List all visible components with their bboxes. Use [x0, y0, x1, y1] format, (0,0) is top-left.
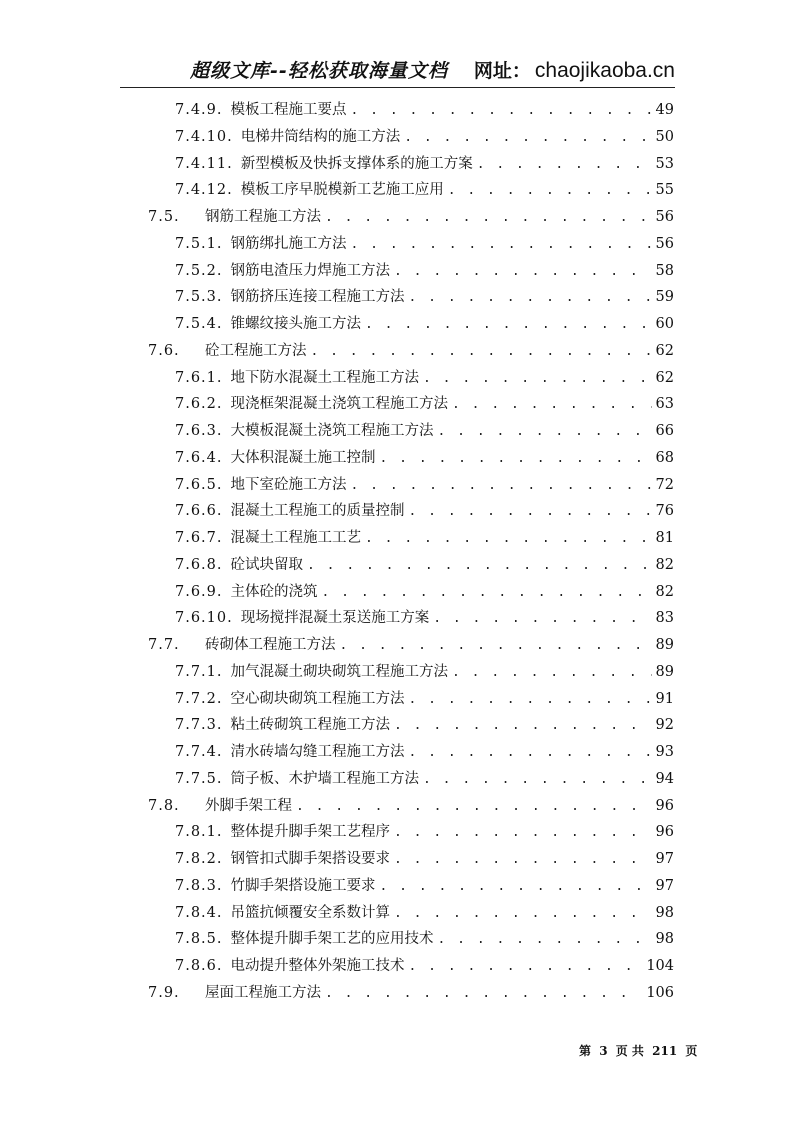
toc-entry-page: 50 [655, 128, 674, 145]
toc-leader-dots [325, 981, 642, 1007]
toc-entry[interactable] [175, 739, 674, 765]
toc-entry[interactable] [175, 712, 674, 738]
toc-entry[interactable] [175, 177, 674, 203]
toc-entry-page: 63 [655, 396, 674, 413]
toc-leader-dots [409, 285, 652, 311]
toc-leader-dots [448, 178, 652, 204]
toc-entry[interactable] [175, 445, 674, 471]
toc-entry-number: 7.5. [148, 209, 180, 225]
toc-entry-page: 97 [655, 877, 674, 894]
toc-entry-number: 7.6.9. [175, 583, 223, 600]
toc-entry[interactable] [175, 525, 674, 551]
url-label: 网址： [473, 60, 531, 82]
toc-entry-title: 吊篮抗倾覆安全系数计算 [230, 904, 391, 921]
page-footer [577, 1042, 699, 1059]
toc-entry-title: 屋面工程施工方法 [205, 984, 321, 1001]
toc-entry-title: 混凝土工程施工的质量控制 [230, 503, 405, 520]
toc-entry-number: 7.8.5. [175, 931, 223, 948]
toc-entry[interactable] [175, 686, 674, 712]
footer-current-page: 3 [599, 1044, 608, 1058]
toc-entry-page: 59 [655, 289, 674, 306]
toc-entry-number: 7.6.2. [175, 396, 223, 413]
toc-entry-title: 模板工序早脱模新工艺施工应用 [240, 182, 444, 199]
toc-entry-number: 7.8.3. [175, 877, 223, 894]
toc-leader-dots [438, 927, 652, 953]
toc-entry-title: 筒子板、木护墙工程施工方法 [230, 770, 420, 787]
toc-entry-number: 7.8. [148, 797, 180, 814]
toc-entry-page: 89 [655, 637, 674, 653]
toc-leader-dots [394, 901, 652, 927]
toc-entry-title: 加气混凝土砌块砌筑工程施工方法 [230, 663, 449, 680]
toc-entry-title: 现场搅拌混凝土泵送施工方案 [240, 610, 430, 627]
toc-entry-title: 电动提升整体外架施工技术 [230, 958, 405, 974]
toc-entry-title: 整体提升脚手架工艺的应用技术 [230, 931, 434, 948]
toc-entry-page: 72 [655, 476, 674, 493]
toc-entry-number: 7.7.1. [175, 663, 223, 680]
toc-entry-page: 55 [655, 182, 674, 199]
toc-entry-title: 外脚手架工程 [205, 797, 292, 814]
toc-entry-number: 7.8.6. [175, 958, 223, 974]
toc-entry-title: 砼工程施工方法 [205, 342, 307, 359]
toc-entry[interactable] [175, 151, 674, 177]
toc-leader-dots [409, 687, 652, 713]
toc-entry-number: 7.4.9. [175, 102, 223, 118]
toc-entry-number: 7.4.10. [175, 128, 233, 145]
toc-entry-title: 钢筋工程施工方法 [205, 209, 321, 225]
toc-entry[interactable] [175, 766, 674, 792]
toc-entry[interactable] [175, 819, 674, 845]
toc-entry-number: 7.6.8. [175, 556, 223, 573]
toc-entry-page: 98 [655, 904, 674, 921]
toc-entry-title: 钢管扣式脚手架搭设要求 [230, 851, 391, 867]
toc-entry[interactable] [175, 873, 674, 899]
toc-entry-page: 81 [655, 530, 674, 546]
toc-entry-title: 混凝土工程施工工艺 [230, 530, 362, 546]
page-header [120, 52, 675, 88]
toc-leader-dots [394, 820, 652, 846]
toc-entry[interactable] [175, 552, 674, 578]
toc-entry[interactable] [175, 659, 674, 685]
toc-entry-number: 7.5.3. [175, 289, 223, 306]
toc-entry[interactable] [148, 632, 674, 658]
toc-entry-number: 7.8.4. [175, 904, 223, 921]
toc-entry-number: 7.6.6. [175, 503, 223, 520]
toc-leader-dots [452, 660, 652, 686]
toc-leader-dots [351, 473, 652, 499]
toc-entry-title: 钢筋挤压连接工程施工方法 [230, 289, 405, 306]
toc-entry-number: 7.7.2. [175, 690, 223, 707]
toc-entry-title: 清水砖墙勾缝工程施工方法 [230, 744, 405, 760]
toc-entry-title: 钢筋绑扎施工方法 [230, 235, 347, 252]
toc-entry-title: 粘土砖砌筑工程施工方法 [230, 717, 391, 734]
toc-leader-dots [394, 713, 652, 739]
toc-entry-title: 竹脚手架搭设施工要求 [230, 877, 376, 894]
toc-entry-number: 7.6. [148, 342, 180, 359]
toc-entry-title: 模板工程施工要点 [230, 102, 347, 118]
toc-entry[interactable] [175, 365, 674, 391]
toc-entry-title: 大模板混凝土浇筑工程施工方法 [230, 423, 434, 439]
toc-leader-dots [423, 366, 652, 392]
toc-entry[interactable] [175, 846, 674, 872]
toc-entry-number: 7.6.3. [175, 423, 223, 439]
toc-entry[interactable] [175, 311, 674, 337]
toc-entry[interactable] [175, 498, 674, 524]
toc-entry[interactable] [148, 204, 674, 230]
toc-entry-number: 7.5.1. [175, 235, 223, 252]
toc-entry-page: 89 [655, 663, 674, 680]
toc-entry-title: 砖砌体工程施工方法 [205, 637, 336, 653]
toc-entry-page: 60 [655, 316, 674, 332]
toc-entry-number: 7.8.2. [175, 851, 223, 867]
toc-entry-number: 7.6.5. [175, 476, 223, 493]
toc-entry-number: 7.8.1. [175, 824, 223, 841]
toc-entry[interactable] [148, 338, 674, 364]
toc-leader-dots [351, 98, 652, 124]
toc-entry-number: 7.6.4. [175, 449, 223, 466]
toc-leader-dots [322, 580, 652, 606]
toc-entry[interactable] [175, 953, 674, 979]
toc-leader-dots [365, 526, 652, 552]
toc-entry-title: 砼试块留取 [230, 556, 304, 573]
toc-leader-dots [438, 419, 652, 445]
toc-entry-page: 91 [655, 690, 674, 707]
toc-entry[interactable] [148, 980, 674, 1006]
toc-entry-number: 7.7. [148, 637, 180, 653]
toc-entry-title: 整体提升脚手架工艺程序 [230, 824, 391, 841]
toc-entry-page: 82 [655, 583, 674, 600]
toc-leader-dots [380, 446, 652, 472]
toc-entry-page: 104 [646, 958, 674, 974]
toc-entry-page: 83 [655, 610, 674, 627]
toc-leader-dots [311, 339, 652, 365]
toc-entry[interactable] [175, 900, 674, 926]
site-url[interactable]: chaojikaoba.cn [534, 59, 675, 82]
toc-leader-dots [409, 954, 643, 980]
toc-entry-page: 68 [655, 449, 674, 466]
toc-entry-page: 94 [655, 770, 674, 787]
toc-entry-page: 106 [646, 984, 674, 1001]
site-name: 超级文库--轻松获取海量文档 [190, 60, 448, 82]
toc-entry[interactable] [175, 231, 674, 257]
toc-leader-dots [307, 553, 652, 579]
toc-entry-title: 主体砼的浇筑 [230, 583, 318, 600]
toc-entry[interactable] [175, 579, 674, 605]
toc-entry-title: 锥螺纹接头施工方法 [230, 316, 362, 332]
toc-entry-page: 49 [655, 102, 674, 118]
toc-entry[interactable] [175, 926, 674, 952]
toc-leader-dots [365, 312, 652, 338]
toc-entry-page: 96 [655, 824, 674, 841]
toc-entry-title: 地下室砼施工方法 [230, 476, 347, 493]
toc-leader-dots [296, 794, 652, 820]
toc-entry-page: 96 [655, 797, 674, 814]
toc-leader-dots [423, 767, 652, 793]
toc-entry-title: 现浇框架混凝土浇筑工程施工方法 [230, 396, 449, 413]
toc-leader-dots [340, 633, 652, 659]
toc-entry-number: 7.6.1. [175, 369, 223, 386]
toc-leader-dots [394, 847, 652, 873]
toc-entry[interactable] [175, 284, 674, 310]
toc-entry-number: 7.9. [148, 984, 180, 1001]
toc-entry-page: 98 [655, 931, 674, 948]
toc-entry[interactable] [175, 605, 674, 631]
toc-leader-dots [477, 152, 652, 178]
toc-entry-title: 地下防水混凝土工程施工方法 [230, 369, 420, 386]
toc-leader-dots [394, 259, 652, 285]
toc-leader-dots [433, 606, 651, 632]
toc-entry-page: 56 [655, 209, 674, 225]
toc-entry-title: 新型模板及快拆支撑体系的施工方案 [240, 155, 473, 172]
toc-entry-title: 大体积混凝土施工控制 [230, 449, 376, 466]
toc-entry-number: 7.4.12. [175, 182, 233, 199]
toc-entry-page: 93 [655, 744, 674, 760]
toc-entry[interactable] [175, 418, 674, 444]
toc-entry-page: 62 [655, 342, 674, 359]
toc-entry-page: 76 [655, 503, 674, 520]
toc-entry-page: 56 [655, 235, 674, 252]
toc-entry-number: 7.7.5. [175, 770, 223, 787]
toc-leader-dots [452, 392, 652, 418]
footer-total-pages: 211 [652, 1044, 678, 1058]
toc-entry-page: 97 [655, 851, 674, 867]
toc-entry-page: 92 [655, 717, 674, 734]
footer-prefix: 第 [579, 1044, 592, 1058]
toc-leader-dots [325, 205, 652, 231]
toc-entry-number: 7.5.4. [175, 316, 223, 332]
toc-leader-dots [380, 874, 652, 900]
footer-suffix: 页 [685, 1044, 698, 1058]
toc-entry-number: 7.7.3. [175, 717, 223, 734]
toc-entry-title: 钢筋电渣压力焊施工方法 [230, 262, 391, 279]
toc-entry-page: 58 [655, 262, 674, 279]
toc-leader-dots [404, 125, 651, 151]
toc-entry-title: 空心砌块砌筑工程施工方法 [230, 690, 405, 707]
toc-entry[interactable] [175, 391, 674, 417]
toc-entry[interactable] [175, 258, 674, 284]
toc-entry[interactable] [148, 793, 674, 819]
footer-middle: 页 共 [615, 1044, 644, 1058]
toc-entry-page: 53 [655, 155, 674, 172]
toc-entry-number: 7.5.2. [175, 262, 223, 279]
toc-entry-page: 82 [655, 556, 674, 573]
toc-entry-number: 7.6.10. [175, 610, 233, 627]
toc-entry[interactable] [175, 97, 674, 123]
toc-entry-number: 7.4.11. [175, 155, 233, 172]
toc-leader-dots [409, 499, 652, 525]
toc-entry-title: 电梯井筒结构的施工方法 [240, 128, 401, 145]
toc-leader-dots [409, 740, 652, 766]
toc-entry[interactable] [175, 472, 674, 498]
toc-entry-number: 7.6.7. [175, 530, 223, 546]
toc-entry[interactable] [175, 124, 674, 150]
toc-leader-dots [351, 232, 652, 258]
toc-entry-number: 7.7.4. [175, 744, 223, 760]
toc-entry-page: 66 [655, 423, 674, 439]
toc-entry-page: 62 [655, 369, 674, 386]
